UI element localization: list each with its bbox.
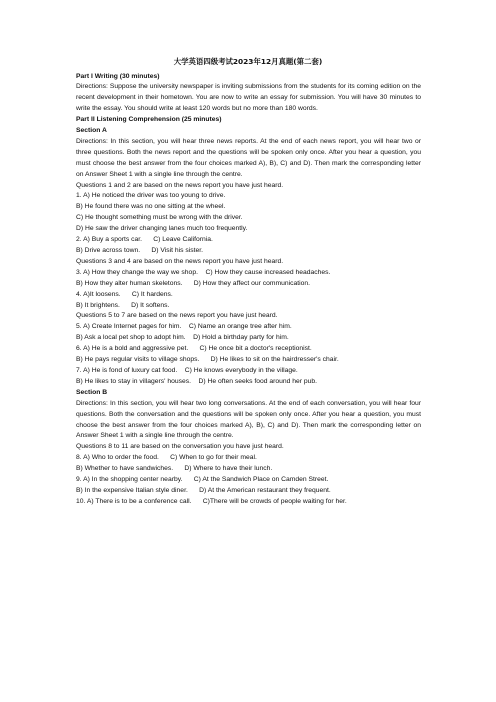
question-option: B) How they alter human skeletons. D) How they affect our communication.: [76, 279, 310, 287]
question-option: B) It brightens. D) It softens.: [76, 301, 170, 309]
question-option: B) Drive across town. D) Visit his sister.: [76, 247, 204, 254]
part2-heading: Part II Listening Comprehension (25 minutes): [76, 116, 222, 124]
question-option: B) Whether to have sandwiches. D) Where to have their lunch.: [76, 465, 273, 473]
question-option: C) He thought something must be wrong with the driver.: [76, 214, 243, 222]
section-b-questions: [76, 442, 421, 507]
question-option: 7. A) He is fond of luxury cat food. C) He knows everybody in the village.: [76, 366, 298, 374]
page-title: 大学英语四级考试2023年12月真题(第二套): [173, 57, 323, 66]
question-option: 1. A) He noticed the driver was too young to drive.: [76, 192, 226, 200]
question-option: 10. A) There is to be a conference call. C)There will be crowds of people waiting for her.: [76, 497, 347, 505]
question-group-label: Questions 3 and 4 are based on the news report you have just heard.: [76, 257, 284, 265]
section-a-directions: Directions: In this section, you will hear three news reports. At the end of each news report, you will hear two or three questions. Both the news report and the questions will be spoken only once. After you hear a question, you must choose the best answer from the four choices marked A), B), C) and D). Then mark the corresponding letter on Answer Sheet 1 with a single line through the centre.: [76, 137, 421, 178]
question-option: 5. A) Create Internet pages for him. C) Name an orange tree after him.: [76, 323, 292, 331]
section-b-directions: Directions: In this section, you will hear two long conversations. At the end of each conversation, you will hear four questions. Both the conversation and the questions will be spoken only once. After you hear a question, you must choose the best answer from the four choices marked A), B), C) and D). Then mark the corresponding letter on Answer Sheet 1 with a single line through the centre.: [76, 399, 421, 440]
question-option: 9. A) In the shopping center nearby. C) At the Sandwich Place on Camden Street.: [76, 476, 329, 484]
question-option: D) He saw the driver changing lanes much too frequently.: [76, 225, 248, 233]
section-a-questions: [76, 181, 421, 388]
question-option: 3. A) How they change the way we shop. C) How they cause increased headaches.: [76, 268, 331, 276]
question-group-label: Questions 8 to 11 are based on the conversation you have just heard.: [76, 443, 284, 451]
part1-heading: Part I Writing (30 minutes): [76, 72, 160, 80]
question-group-label: Questions 5 to 7 are based on the news report you have just heard.: [76, 312, 278, 320]
question-option: 6. A) He is a bold and aggressive pet. C) He once bit a doctor's receptionist.: [76, 345, 312, 353]
question-option: B) Ask a local pet shop to adopt him. D) Hold a birthday party for him.: [76, 334, 289, 342]
question-option: B) He found there was no one sitting at the wheel.: [76, 203, 226, 211]
question-group-label: Questions 1 and 2 are based on the news report you have just heard.: [76, 181, 284, 189]
question-option: B) In the expensive Italian style diner. D) At the American restaurant they frequent.: [76, 486, 331, 494]
question-option: 2. A) Buy a sports car. C) Leave California.: [76, 236, 213, 244]
question-option: 4. A)It loosens. C) It hardens.: [76, 290, 173, 298]
part1-directions: Directions: Suppose the university newspaper is inviting submissions from the students for its coming edition on the recent development in their hometown. You are now to write an essay for submission. You will have 30 minutes to write the essay. You should write at least 120 words but no more than 180 words.: [76, 83, 421, 113]
section-a-heading: Section A: [76, 127, 107, 135]
question-option: 8. A) Who to order the food. C) When to go for their meal.: [76, 454, 257, 462]
section-b-heading: Section B: [76, 388, 108, 396]
question-option: B) He likes to stay in villagers' houses. D) He often seeks food around her pub.: [76, 377, 318, 385]
document-body: [76, 72, 421, 508]
question-option: B) He pays regular visits to village shops. D) He likes to sit on the hairdresser's chair.: [76, 356, 339, 364]
